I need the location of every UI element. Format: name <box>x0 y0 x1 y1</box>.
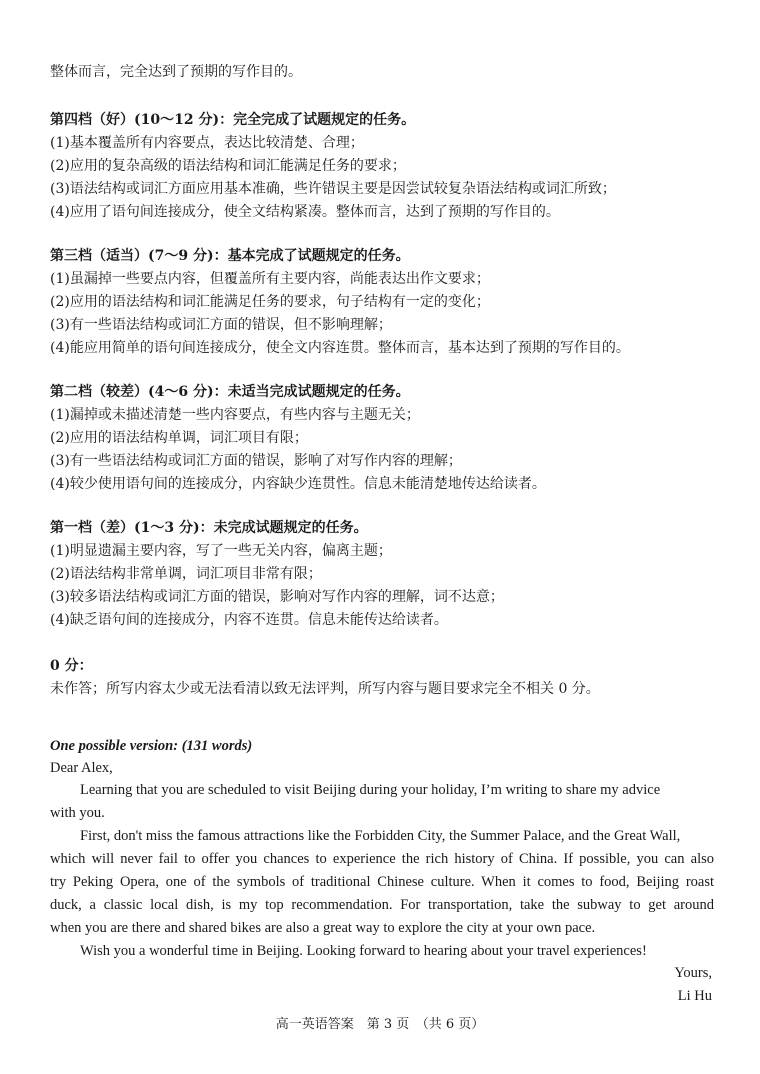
grade-4-item-1: (1)基本覆盖所有内容要点，表达比较清楚、合理； <box>50 135 364 151</box>
zero-score-heading: 0 分： <box>50 658 93 674</box>
sample-line-8: Wish you a wonderful time in Beijing. Looking forward to hearing about your travel experiences! <box>80 943 647 959</box>
sample-salutation: Dear Alex, <box>50 760 113 776</box>
page-footer: 高一英语答案 第 3 页 （共 6 页） <box>275 1017 485 1032</box>
sample-signature: Li Hu <box>677 988 712 1004</box>
zero-score-text: 未作答；所写内容太少或无法看清以致无法评判，所写内容与题目要求完全不相关 0 分。 <box>50 681 600 697</box>
intro-line: 整体而言，完全达到了预期的写作目的。 <box>50 64 302 80</box>
grade-3-item-1: (1)虽漏掉一些要点内容，但覆盖所有主要内容，尚能表达出作文要求； <box>50 271 490 287</box>
grade-2-item-3: (3)有一些语法结构或词汇方面的错误，影响了对写作内容的理解； <box>50 453 462 469</box>
sample-line-6: duck, a classic local dish, is my top recommendation. For transportation, take the subway to get around <box>50 897 714 913</box>
sample-closing: Yours, <box>674 965 712 981</box>
grade-2-item-1: (1)漏掉或未描述清楚一些内容要点，有些内容与主题无关； <box>50 407 420 423</box>
sample-line-7: when you are there and shared bikes are also a great way to explore the city at your own pace. <box>50 920 596 936</box>
grade-1-item-3: (3)较多语法结构或词汇方面的错误，影响对写作内容的理解，词不达意； <box>50 589 504 605</box>
grade-1-item-1: (1)明显遗漏主要内容，写了一些无关内容，偏离主题； <box>50 543 392 559</box>
grade-4-item-3: (3)语法结构或词汇方面应用基本准确，些许错误主要是因尝试较复杂语法结构或词汇所致； <box>50 181 616 197</box>
grade-3-item-4: (4)能应用简单的语句间连接成分，使全文内容连贯。整体而言，基本达到了预期的写作目的。 <box>50 340 630 356</box>
grade-2-heading: 第二档（较差）(4～6 分)：未适当完成试题规定的任务。 <box>50 384 410 400</box>
grade-2-item-4: (4)较少使用语句间的连接成分，内容缺少连贯性。信息未能清楚地传达给读者。 <box>50 476 546 492</box>
sample-line-4: which will never fail to offer you chances to experience the rich history of China. If possible, you can also <box>50 851 714 867</box>
grade-4-item-2: (2)应用的复杂高级的语法结构和词汇能满足任务的要求； <box>50 158 406 174</box>
grade-2-item-2: (2)应用的语法结构单调，词汇项目有限； <box>50 430 308 446</box>
grade-1-item-4: (4)缺乏语句间的连接成分，内容不连贯。信息未能传达给读者。 <box>50 612 448 628</box>
sample-line-2: with you. <box>50 805 105 821</box>
grade-4-heading: 第四档（好）(10～12 分)：完全完成了试题规定的任务。 <box>50 112 416 128</box>
grade-3-heading: 第三档（适当）(7～9 分)：基本完成了试题规定的任务。 <box>50 248 410 264</box>
sample-line-5: try Peking Opera, one of the symbols of traditional Chinese culture. When it comes to food, Beijing roast <box>50 874 714 890</box>
sample-line-1: Learning that you are scheduled to visit Beijing during your holiday, I’m writing to share my advice <box>80 782 661 798</box>
grade-3-item-2: (2)应用的语法结构和词汇能满足任务的要求，句子结构有一定的变化； <box>50 294 490 310</box>
sample-title: One possible version: (131 words) <box>50 738 253 754</box>
grade-3-item-3: (3)有一些语法结构或词汇方面的错误，但不影响理解； <box>50 317 392 333</box>
sample-line-3: First, don't miss the famous attractions like the Forbidden City, the Summer Palace, and the Great Wall, <box>80 828 681 844</box>
grade-1-heading: 第一档（差）(1～3 分)：未完成试题规定的任务。 <box>50 520 368 536</box>
grade-1-item-2: (2)语法结构非常单调，词汇项目非常有限； <box>50 566 322 582</box>
grade-4-item-4: (4)应用了语句间连接成分，使全文结构紧凑。整体而言，达到了预期的写作目的。 <box>50 204 560 220</box>
